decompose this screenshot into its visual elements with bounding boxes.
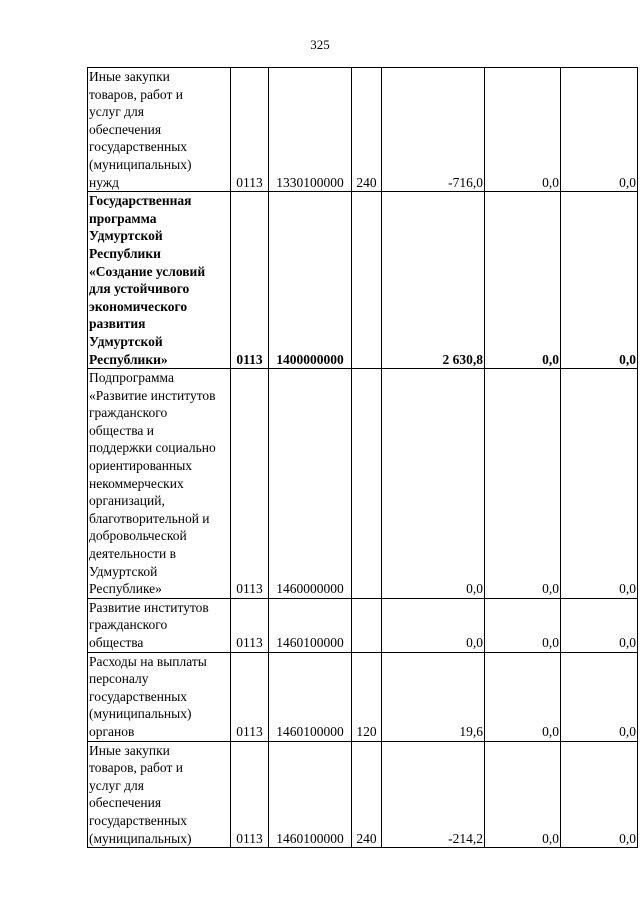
expense-name-line: организаций,: [89, 493, 165, 509]
expense-name-line: некоммерческих: [89, 475, 184, 491]
expense-name-line: обеспечения: [89, 121, 162, 137]
expense-type-cell: 240: [352, 68, 382, 192]
expense-name-cell: [88, 369, 231, 599]
expense-name-line: поддержки социально: [89, 440, 216, 456]
expense-type-cell: 240: [352, 741, 382, 848]
expense-name-line: Иные закупки: [89, 69, 170, 84]
page-number: 325: [310, 37, 330, 52]
table-row: [88, 741, 638, 848]
expense-name-line: Иные закупки: [89, 742, 170, 758]
amount-1-cell: 19,6: [382, 652, 485, 741]
expense-name-line: развития: [89, 316, 146, 332]
section-code-cell: 0113: [231, 68, 269, 192]
expense-name-line: Государственная: [89, 193, 192, 209]
expense-type-cell: [352, 192, 382, 369]
expense-name-cell: [88, 192, 231, 369]
expense-name-line: услуг для: [89, 104, 144, 120]
expense-type-cell: 120: [352, 652, 382, 741]
expense-type-cell: [352, 369, 382, 599]
expense-name-line: «Создание условий: [89, 263, 206, 279]
section-code-cell: 0113: [231, 652, 269, 741]
expense-name-line: Республике»: [89, 581, 162, 597]
expense-name-line: государственных: [89, 812, 188, 828]
expense-name-cell: [88, 652, 231, 741]
amount-3-cell: 0,0: [561, 68, 638, 192]
section-code-cell: 0113: [231, 741, 269, 848]
section-code-cell: 0113: [231, 598, 269, 652]
budget-table: [87, 67, 638, 848]
amount-1-cell: 2 630,8: [382, 192, 485, 369]
target-article-cell: 1330100000: [269, 68, 352, 192]
table-row: [88, 68, 638, 192]
amount-2-cell: 0,0: [485, 741, 561, 848]
expense-name-line: Удмуртской: [89, 228, 163, 244]
expense-name-line: услуг для: [89, 777, 144, 793]
amount-3-cell: 0,0: [561, 652, 638, 741]
table-row: [88, 652, 638, 741]
amount-3-cell: 0,0: [561, 192, 638, 369]
expense-name-line: (муниципальных): [89, 830, 192, 846]
expense-name-line: Расходы на выплаты: [89, 653, 207, 669]
amount-3-cell: 0,0: [561, 369, 638, 599]
amount-3-cell: 0,0: [561, 598, 638, 652]
section-code-cell: 0113: [231, 369, 269, 599]
expense-name-line: Удмуртской: [89, 563, 158, 579]
expense-name-line: для устойчивого: [89, 281, 190, 297]
amount-2-cell: 0,0: [485, 598, 561, 652]
expense-name-line: нужд: [89, 174, 119, 190]
expense-name-line: программа: [89, 210, 157, 226]
amount-2-cell: 0,0: [485, 652, 561, 741]
table-body: [88, 68, 638, 848]
expense-name-line: товаров, работ и: [89, 86, 183, 102]
expense-name-line: персоналу: [89, 671, 149, 687]
amount-1-cell: -716,0: [382, 68, 485, 192]
expense-name-line: Развитие институтов: [89, 599, 209, 615]
expense-name-line: Республики: [89, 245, 161, 261]
amount-2-cell: 0,0: [485, 68, 561, 192]
amount-1-cell: 0,0: [382, 369, 485, 599]
expense-name-line: благотворительной и: [89, 510, 210, 526]
target-article-cell: 1400000000: [269, 192, 352, 369]
target-article-cell: 1460100000: [269, 741, 352, 848]
expense-name-line: (муниципальных): [89, 156, 192, 172]
expense-name-line: общества и: [89, 422, 155, 438]
expense-name-line: Подпрограмма: [89, 370, 174, 386]
expense-name-line: добровольческой: [89, 528, 187, 544]
expense-name-line: общества: [89, 635, 144, 650]
expense-name-line: государственных: [89, 688, 188, 704]
amount-1-cell: 0,0: [382, 598, 485, 652]
expense-name-line: Республики»: [89, 351, 168, 367]
expense-name-line: обеспечения: [89, 795, 162, 811]
expense-name-line: «Развитие институтов: [89, 387, 216, 403]
amount-2-cell: 0,0: [485, 369, 561, 599]
expense-name-cell: [88, 68, 231, 192]
target-article-cell: 1460100000: [269, 652, 352, 741]
expense-name-line: товаров, работ и: [89, 760, 183, 776]
table-row: [88, 369, 638, 599]
expense-name-cell: [88, 741, 231, 848]
expense-name-cell: [88, 598, 231, 652]
expense-name-line: ориентированных: [89, 458, 193, 474]
amount-1-cell: -214,2: [382, 741, 485, 848]
expense-name-line: деятельности в: [89, 546, 177, 562]
amount-3-cell: 0,0: [561, 741, 638, 848]
table-row: [88, 598, 638, 652]
expense-name-line: органов: [89, 723, 135, 739]
target-article-cell: 1460000000: [269, 369, 352, 599]
section-code-cell: 0113: [231, 192, 269, 369]
expense-name-line: государственных: [89, 139, 188, 155]
expense-name-line: экономического: [89, 298, 188, 314]
expense-name-line: гражданского: [89, 617, 168, 633]
table-row: [88, 192, 638, 369]
expense-type-cell: [352, 598, 382, 652]
expense-name-line: (муниципальных): [89, 706, 192, 722]
expense-name-line: Удмуртской: [89, 333, 163, 349]
amount-2-cell: 0,0: [485, 192, 561, 369]
target-article-cell: 1460100000: [269, 598, 352, 652]
expense-name-line: гражданского: [89, 405, 168, 421]
